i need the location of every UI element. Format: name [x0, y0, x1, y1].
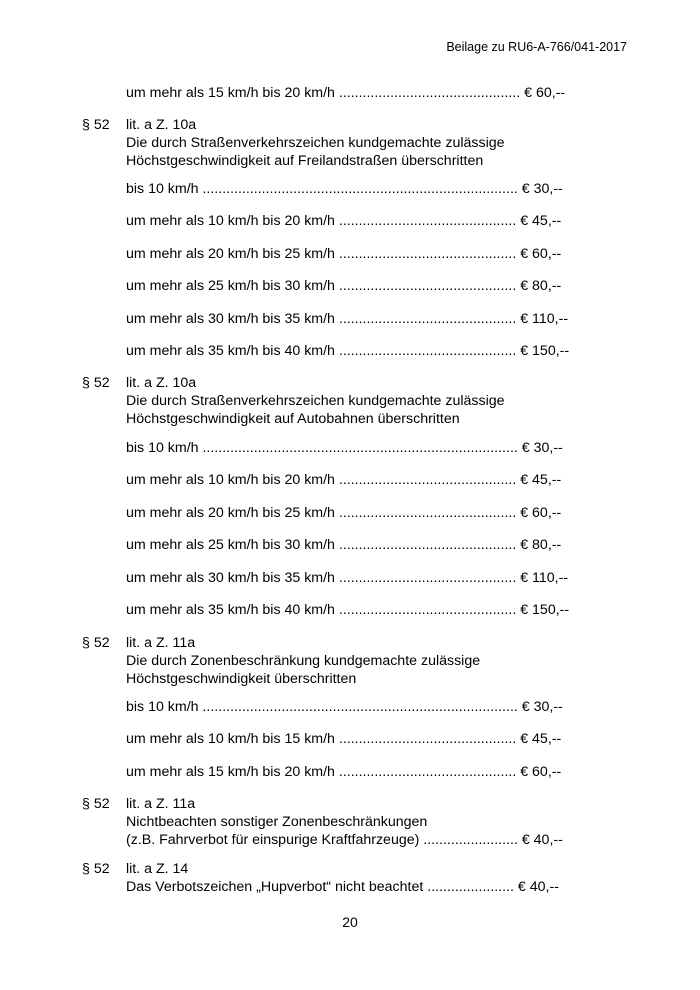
section-desc-line: Höchstgeschwindigkeit auf Freilandstraßen überschritten [126, 153, 484, 169]
fine-entry: bis 10 km/h ................................................................................ € 30,-- [126, 699, 563, 715]
section-number: § 52 [82, 117, 110, 133]
fine-entry: um mehr als 25 km/h bis 30 km/h ............................................. € 80,-- [126, 278, 562, 294]
section-body [126, 795, 582, 849]
fine-entry: um mehr als 10 km/h bis 20 km/h ............................................. € 45,-- [126, 213, 562, 229]
section-head: lit. a Z. 10a [126, 117, 197, 133]
fine-entry: um mehr als 10 km/h bis 20 km/h ............................................. € 45,-- [126, 472, 562, 488]
section-body [126, 374, 582, 428]
fine-entry: Das Verbotszeichen „Hupverbot“ nicht beachtet ...................... € 40,-- [126, 879, 559, 895]
section-head: lit. a Z. 11a [126, 796, 196, 812]
section-number: § 52 [82, 375, 110, 391]
fine-entry: um mehr als 35 km/h bis 40 km/h ............................................. € 150,-- [126, 343, 570, 359]
section-desc-line: Höchstgeschwindigkeit überschritten [126, 671, 357, 687]
fine-entry: um mehr als 35 km/h bis 40 km/h ............................................. € 150,-- [126, 602, 570, 618]
fine-entry: um mehr als 30 km/h bis 35 km/h ............................................. € 110,-- [126, 311, 569, 327]
section-head: lit. a Z. 10a [126, 375, 197, 391]
section-body [126, 634, 582, 688]
fine-entry: um mehr als 15 km/h bis 20 km/h ............................................. € 60,-- [126, 764, 562, 780]
section-body [126, 116, 582, 170]
section-desc-line: Die durch Straßenverkehrszeichen kundgemachte zulässige [126, 135, 505, 151]
section-body [126, 860, 582, 896]
section-number: § 52 [82, 861, 110, 877]
fine-entry: bis 10 km/h ................................................................................ € 30,-- [126, 440, 563, 456]
section-head: lit. a Z. 14 [126, 861, 189, 877]
fine-entry: um mehr als 15 km/h bis 20 km/h .............................................. € 60,-- [126, 85, 566, 101]
section-desc-line: Die durch Zonenbeschränkung kundgemachte zulässige [126, 653, 481, 669]
section-desc-line: Höchstgeschwindigkeit auf Autobahnen überschritten [126, 411, 460, 427]
section-head: lit. a Z. 11a [126, 635, 196, 651]
section-desc-line: Die durch Straßenverkehrszeichen kundgemachte zulässige [126, 393, 505, 409]
fine-entry: um mehr als 25 km/h bis 30 km/h ............................................. € 80,-- [126, 537, 562, 553]
document-reference: Beilage zu RU6-A-766/041-2017 [446, 40, 627, 54]
section-desc-line: Nichtbeachten sonstiger Zonenbeschränkungen [126, 814, 428, 830]
fine-entry: um mehr als 30 km/h bis 35 km/h ............................................. € 110,-- [126, 570, 569, 586]
fine-entry: (z.B. Fahrverbot für einspurige Kraftfahrzeuge) ........................ € 40,-- [126, 832, 563, 848]
fine-entry: bis 10 km/h ................................................................................ € 30,-- [126, 181, 563, 197]
section-number: § 52 [82, 796, 110, 812]
fine-entry: um mehr als 20 km/h bis 25 km/h ............................................. € 60,-- [126, 505, 562, 521]
page-number: 20 [342, 914, 358, 930]
fine-entry: um mehr als 20 km/h bis 25 km/h ............................................. € 60,-- [126, 246, 562, 262]
fine-entry: um mehr als 10 km/h bis 15 km/h ............................................. € 45,-- [126, 731, 562, 747]
section-number: § 52 [82, 635, 110, 651]
